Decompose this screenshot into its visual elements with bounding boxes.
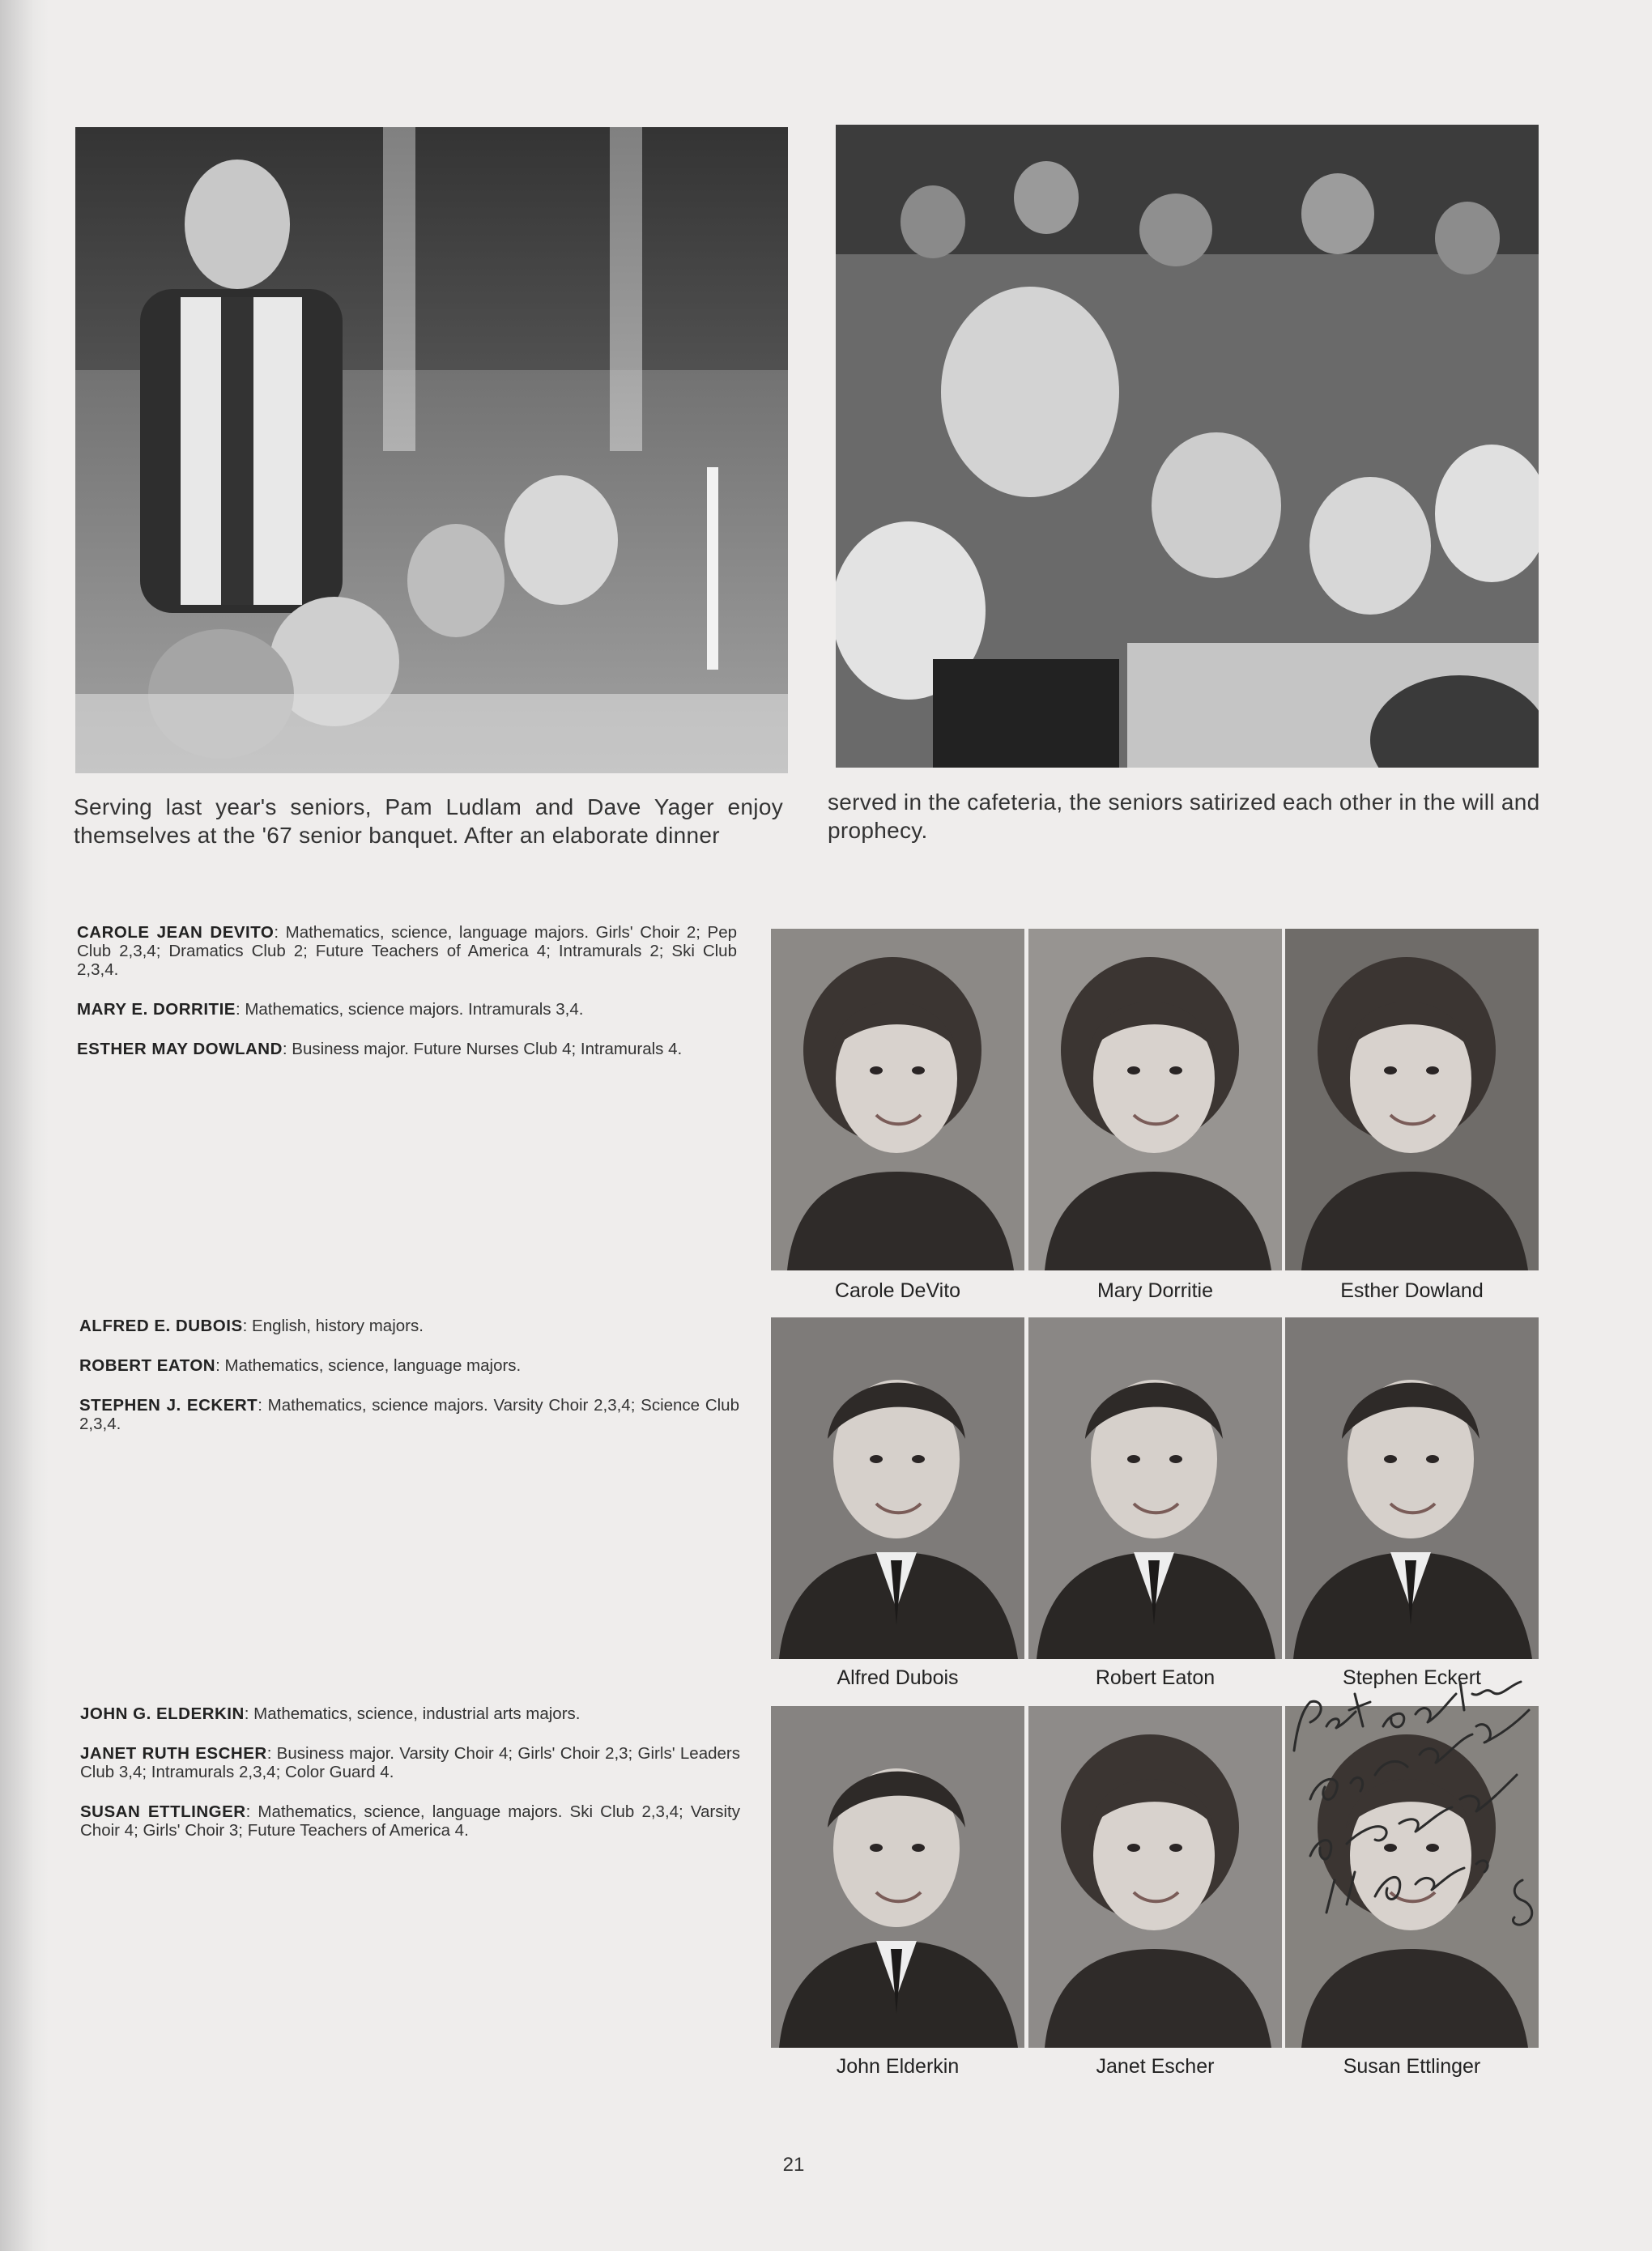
banquet-photo-left [75,127,788,773]
bio-entry [77,1040,737,1058]
portrait-name-label: Stephen Eckert [1343,1666,1481,1689]
student-details: : Business major. Future Nurses Club 4; Intramurals 4. [282,1040,683,1058]
bio-entry [79,1396,739,1433]
bio-entry [77,923,737,979]
student-name: SUSAN ETTLINGER [80,1802,246,1821]
bio-entry [80,1802,740,1840]
portrait-name-label: Esther Dowland [1340,1279,1484,1302]
student-portrait [1285,1317,1539,1659]
portrait-name-label: Susan Ettlinger [1343,2055,1481,2078]
student-details: : Business major. Varsity Choir 4; Girls' Choir 2,3; Girls' Leaders Club 3,4; Intramurals 2,3,4; Color Guard 4. [80,1744,740,1781]
student-portrait [771,1317,1024,1659]
bio-group-1 [77,923,737,1079]
student-details: : English, history majors. [242,1317,424,1335]
portrait-name-label: Robert Eaton [1095,1666,1216,1689]
student-details: : Mathematics, science, language majors. Girls' Choir 2; Pep Club 2,3,4; Dramatics Club 2; Future Teachers of America 4; Intramurals 2; Ski Club 2,3,4. [77,923,737,979]
portrait-name-label: Carole DeVito [834,1279,961,1302]
bio-entry [80,1704,740,1723]
student-details: : Mathematics, science, language majors. [215,1356,522,1375]
bio-group-2 [79,1317,739,1454]
bio-entry [80,1744,740,1781]
page-number: 21 [782,2154,805,2176]
portrait-name-label: Mary Dorritie [1096,1279,1214,1302]
student-name: ESTHER MAY DOWLAND [77,1040,283,1058]
student-details: : Mathematics, science, industrial arts majors. [244,1704,581,1723]
student-details: : Mathematics, science majors. Varsity Choir 2,3,4; Science Club 2,3,4. [79,1396,739,1433]
student-name: ALFRED E. DUBOIS [79,1317,243,1335]
photo-caption-left: Serving last year's seniors, Pam Ludlam and Dave Yager enjoy themselves at the '67 senior banquet. After an elaborate dinner [74,794,783,848]
student-name: STEPHEN J. ECKERT [79,1396,258,1415]
student-name: MARY E. DORRITIE [77,1000,236,1019]
portrait-name-label: John Elderkin [836,2055,960,2078]
student-portrait [1028,1706,1282,2048]
student-details: : Mathematics, science majors. Intramurals 3,4. [235,1000,584,1019]
student-portrait [771,1706,1024,2048]
student-details: : Mathematics, science, language majors. Ski Club 2,3,4; Varsity Choir 4; Girls' Choir 3; Future Teachers of America 4. [80,1802,740,1840]
student-portrait [1285,929,1539,1270]
banquet-photo-right [836,125,1539,768]
bio-entry [77,1000,737,1019]
bio-entry [79,1356,739,1375]
portrait-name-label: Janet Escher [1096,2055,1215,2078]
student-portrait [1028,929,1282,1270]
binding-shadow [0,0,49,2251]
student-name: CAROLE JEAN DEVITO [77,923,275,942]
student-portrait [1028,1317,1282,1659]
photo-caption-right: served in the cafeteria, the seniors satirized each other in the will and prophecy. [828,789,1540,843]
bio-entry [79,1317,739,1335]
student-portrait [1285,1706,1539,2048]
portrait-name-label: Alfred Dubois [837,1666,959,1689]
student-name: JOHN G. ELDERKIN [80,1704,245,1723]
bio-group-3 [80,1704,740,1861]
student-portrait [771,929,1024,1270]
student-name: ROBERT EATON [79,1356,216,1375]
student-name: JANET RUTH ESCHER [80,1744,267,1763]
